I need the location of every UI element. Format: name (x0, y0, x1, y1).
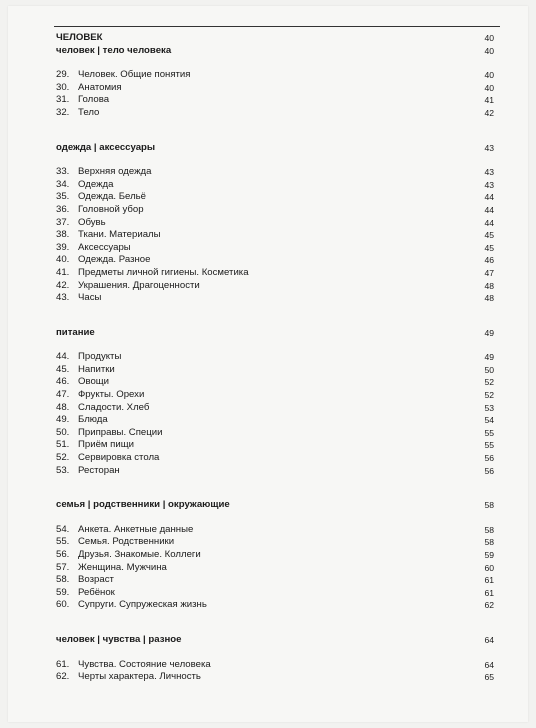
toc-entry (56, 267, 498, 280)
section-title: питание (56, 326, 95, 338)
toc-entry (56, 402, 498, 415)
toc-entry (56, 562, 498, 575)
section-header (56, 499, 498, 512)
toc-entry (56, 217, 498, 230)
toc-entry (56, 524, 498, 537)
section-title: семья | родственники | окружающие (56, 499, 230, 511)
entry-page: 49 (484, 352, 494, 363)
entry-page: 46 (484, 255, 494, 266)
toc-entry (56, 414, 498, 427)
entry-number: 33. (56, 166, 70, 178)
entry-title: Черты характера. Личность (78, 671, 201, 683)
entry-number: 35. (56, 191, 70, 203)
entry-number: 40. (56, 254, 70, 266)
section-page: 49 (484, 327, 494, 338)
top-rule (54, 26, 500, 27)
entry-number: 56. (56, 549, 70, 560)
toc-entry (56, 574, 498, 587)
entry-number: 48. (56, 401, 70, 413)
entry-title: Сладости. Хлеб (78, 401, 150, 413)
toc-entry (56, 69, 498, 82)
toc-entry (56, 549, 498, 562)
entry-number: 30. (56, 81, 70, 93)
entry-number: 29. (56, 69, 70, 81)
entry-number: 31. (56, 94, 70, 106)
section-title: человек | чувства | разное (56, 633, 182, 645)
entry-title: Одежда. Разное (78, 254, 151, 266)
entry-page: 54 (484, 415, 494, 426)
entry-number: 39. (56, 241, 70, 253)
toc-entry (56, 671, 498, 684)
entry-title: Женщина. Мужчина (78, 561, 167, 573)
entry-page: 55 (484, 440, 494, 451)
entry-page: 58 (484, 537, 494, 548)
entry-title: Приём пищи (78, 439, 134, 451)
entry-page: 45 (484, 242, 494, 253)
entry-number: 37. (56, 216, 70, 228)
entry-title: Возраст (78, 574, 114, 586)
entry-page: 56 (484, 453, 494, 464)
entry-title: Блюда (78, 414, 108, 426)
toc-entry (56, 439, 498, 452)
entry-page: 48 (484, 293, 494, 304)
toc-entry (56, 254, 498, 267)
entry-page: 52 (484, 377, 494, 388)
entry-number: 44. (56, 351, 70, 363)
entry-title: Анкета. Анкетные данные (78, 523, 194, 535)
entry-title: Анатомия (78, 81, 122, 93)
entry-number: 55. (56, 536, 70, 548)
entry-page: 45 (484, 230, 494, 241)
entry-number: 53. (56, 464, 70, 476)
entry-title: Верхняя одежда (78, 166, 152, 178)
entry-number: 43. (56, 292, 70, 304)
entry-title: Друзья. Знакомые. Коллеги (78, 549, 201, 560)
entry-number: 51. (56, 439, 70, 451)
entry-number: 36. (56, 203, 70, 215)
toc-entry (56, 465, 498, 478)
toc-entry (56, 204, 498, 217)
entry-page: 44 (484, 192, 494, 203)
entry-number: 46. (56, 376, 70, 388)
entry-number: 52. (56, 452, 70, 464)
entry-title: Приправы. Специи (78, 426, 163, 438)
toc-entry (56, 536, 498, 549)
entry-number: 61. (56, 658, 70, 670)
section-header (56, 327, 498, 340)
toc-entry (56, 659, 498, 672)
entry-title: Ребёнок (78, 586, 115, 598)
entry-page: 43 (484, 179, 494, 190)
toc-entry (56, 427, 498, 440)
entry-number: 42. (56, 279, 70, 291)
entry-number: 45. (56, 363, 70, 375)
entry-title: Аксессуары (78, 241, 131, 253)
entry-title: Фрукты. Орехи (78, 389, 145, 401)
entry-page: 50 (484, 364, 494, 375)
entry-number: 62. (56, 671, 70, 683)
entry-page: 53 (484, 402, 494, 413)
section-title: человек | тело человека (56, 44, 172, 56)
toc-entry (56, 107, 498, 120)
entry-number: 54. (56, 523, 70, 535)
entry-number: 38. (56, 229, 70, 241)
section-page: 58 (484, 500, 494, 511)
section-page: 40 (484, 45, 494, 56)
toc-entry (56, 82, 498, 95)
toc-entry (56, 179, 498, 192)
entry-page: 44 (484, 204, 494, 215)
entry-page: 59 (484, 550, 494, 560)
section-header (56, 142, 498, 155)
entry-page: 65 (484, 672, 494, 683)
entry-number: 34. (56, 178, 70, 190)
entry-title: Напитки (78, 363, 115, 375)
entry-page: 48 (484, 280, 494, 291)
toc-entry (56, 292, 498, 305)
entry-page: 52 (484, 390, 494, 401)
section-header (56, 45, 498, 58)
entry-title: Сервировка стола (78, 452, 160, 464)
toc-entry (56, 94, 498, 107)
entry-page: 47 (484, 267, 494, 278)
entry-page: 56 (484, 465, 494, 476)
chapter-heading (56, 32, 498, 45)
toc-entry (56, 242, 498, 255)
section-title: одежда | аксессуары (56, 141, 156, 153)
toc-entry (56, 364, 498, 377)
entry-page: 64 (484, 659, 494, 670)
entry-title: Человек. Общие понятия (78, 69, 191, 81)
entry-title: Голова (78, 94, 110, 106)
chapter-heading-page: 40 (484, 33, 494, 43)
entry-title: Чувства. Состояние человека (78, 658, 211, 670)
section-page: 43 (484, 142, 494, 153)
entry-title: Тело (78, 106, 100, 118)
entry-page: 44 (484, 217, 494, 228)
toc-entry (56, 376, 498, 389)
toc-entry (56, 599, 498, 612)
book-page (8, 6, 528, 722)
entry-page: 61 (484, 575, 494, 586)
entry-number: 47. (56, 389, 70, 401)
entry-number: 60. (56, 599, 70, 611)
entry-title: Часы (78, 292, 102, 304)
toc-entry (56, 191, 498, 204)
entry-number: 32. (56, 106, 70, 118)
entry-title: Семья. Родственники (78, 536, 175, 548)
entry-title: Продукты (78, 351, 122, 363)
entry-number: 50. (56, 426, 70, 438)
section-header (56, 634, 498, 647)
entry-number: 49. (56, 414, 70, 426)
entry-title: Ресторан (78, 464, 120, 476)
toc-entry (56, 587, 498, 600)
entry-title: Овощи (78, 376, 110, 388)
entry-number: 41. (56, 266, 70, 278)
entry-title: Головной убор (78, 203, 144, 215)
toc-entry (56, 280, 498, 293)
entry-title: Ткани. Материалы (78, 229, 161, 241)
entry-page: 55 (484, 427, 494, 438)
entry-title: Супруги. Супружеская жизнь (78, 599, 207, 611)
entry-page: 58 (484, 524, 494, 535)
toc-entry (56, 452, 498, 465)
entry-page: 62 (484, 600, 494, 611)
section-page: 64 (484, 634, 494, 645)
table-of-contents (56, 32, 498, 684)
entry-number: 58. (56, 574, 70, 586)
entry-page: 42 (484, 107, 494, 118)
toc-entry (56, 351, 498, 364)
entry-title: Украшения. Драгоценности (78, 279, 200, 291)
entry-page: 41 (484, 95, 494, 106)
chapter-heading-title: ЧЕЛОВЕК (56, 32, 103, 43)
entry-number: 57. (56, 561, 70, 573)
entry-number: 59. (56, 586, 70, 598)
entry-page: 61 (484, 587, 494, 598)
entry-page: 43 (484, 167, 494, 178)
entry-page: 40 (484, 70, 494, 81)
entry-title: Одежда. Бельё (78, 191, 147, 203)
toc-entry (56, 229, 498, 242)
entry-title: Предметы личной гигиены. Косметика (78, 266, 249, 278)
entry-page: 60 (484, 562, 494, 573)
entry-page: 40 (484, 82, 494, 93)
toc-entry (56, 166, 498, 179)
entry-title: Одежда (78, 178, 114, 190)
entry-title: Обувь (78, 216, 106, 228)
toc-entry (56, 389, 498, 402)
